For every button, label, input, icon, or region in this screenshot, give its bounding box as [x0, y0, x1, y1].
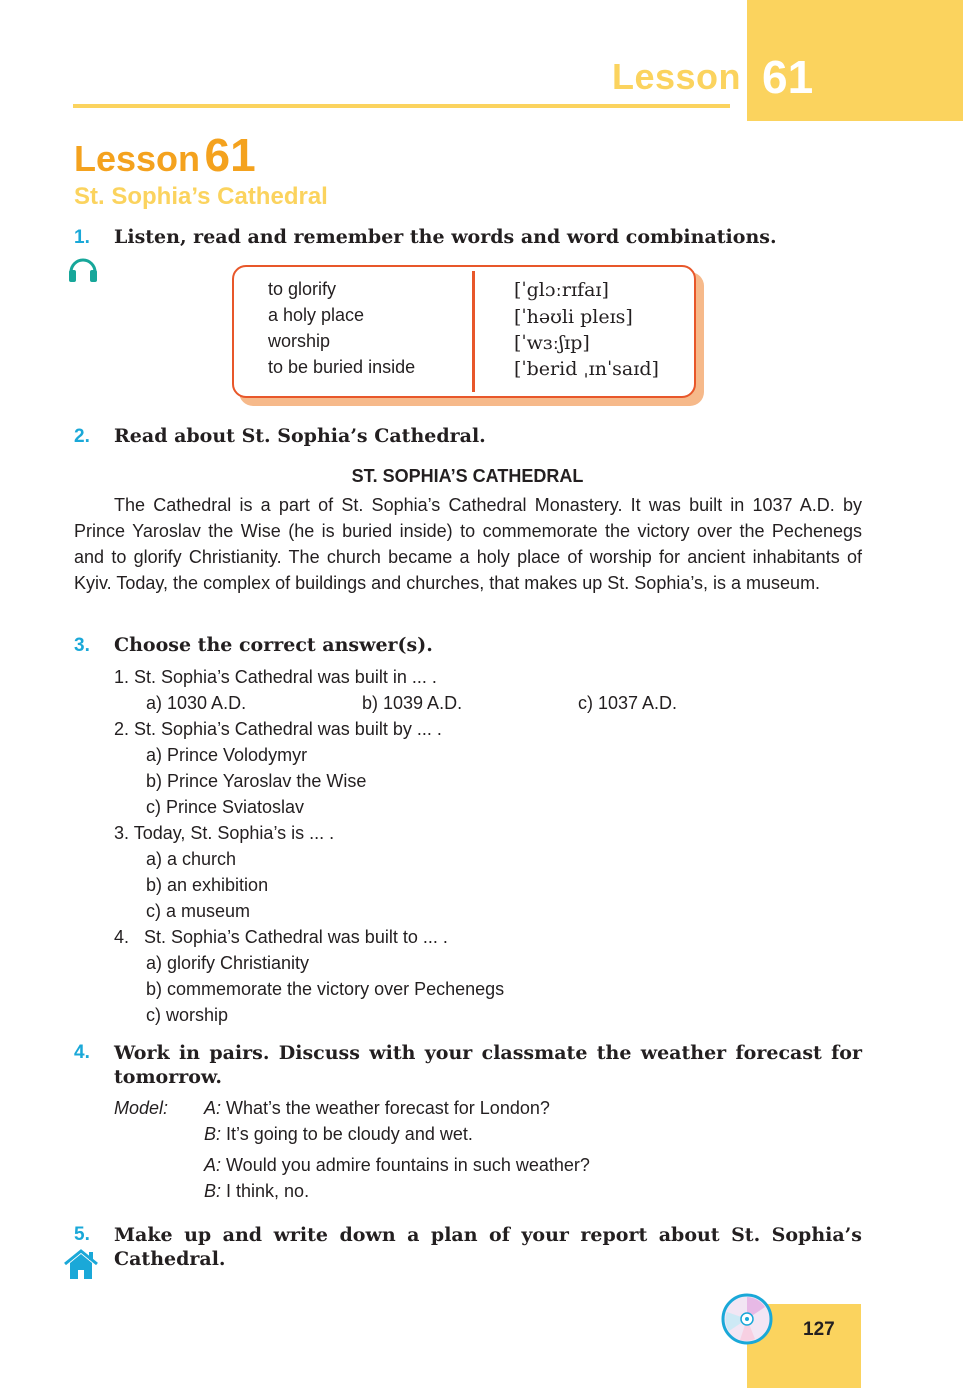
answer-option: b) Prince Yaroslav the Wise: [146, 771, 367, 791]
speaker-label: A:: [204, 1098, 222, 1118]
task2-number: 2.: [74, 426, 90, 447]
home-icon: [63, 1249, 99, 1286]
dialogue-text: It’s going to be cloudy and wet.: [221, 1124, 473, 1144]
dialogue-line: [204, 1155, 590, 1176]
question-3: 3. Today, St. Sophia’s is ... .: [114, 823, 335, 843]
question-1: 1. St. Sophia’s Cathedral was built in ... .: [114, 667, 437, 687]
vocab-transcription: [ˈhəʊli pleɪs]: [514, 306, 633, 328]
task4-instruction: Work in pairs. Discuss with your classmate the weather forecast for tomorrow.: [114, 1042, 862, 1088]
answer-option: c) 1037 A.D.: [578, 693, 678, 713]
vocab-transcription: [ˈberid ˌɪnˈsaɪd]: [514, 358, 659, 380]
reading-text-title: ST. SOPHIA’S CATHEDRAL: [351, 466, 584, 486]
lesson-title-word: Lesson: [74, 138, 201, 179]
dialogue-text: What’s the weather forecast for London?: [221, 1098, 550, 1118]
task1-instruction: Listen, read and remember the words and word combinations.: [114, 226, 777, 248]
header-lesson-number: 61: [762, 51, 814, 103]
lesson-title: [74, 128, 256, 182]
task1-number: 1.: [74, 227, 90, 248]
answer-option: b) an exhibition: [146, 875, 269, 895]
answer-option: a) Prince Volodymyr: [146, 745, 308, 765]
lesson-title-number: 61: [204, 129, 256, 181]
dialogue-line: [204, 1098, 550, 1119]
headphones-icon: [66, 252, 100, 291]
task3-number: 3.: [74, 635, 90, 656]
dialogue-text: Would you admire fountains in such weather?: [221, 1155, 590, 1175]
vocab-word: to be buried inside: [268, 357, 416, 377]
answer-option: b) 1039 A.D.: [362, 693, 463, 713]
answer-option: c) worship: [146, 1005, 229, 1025]
speaker-label: A:: [204, 1155, 222, 1175]
task4-number: 4.: [74, 1042, 90, 1063]
vocab-word: to glorify: [268, 279, 337, 299]
dialogue-line: [204, 1181, 309, 1202]
answer-option: c) a museum: [146, 901, 251, 921]
header-lesson-word: Lesson: [612, 56, 742, 97]
vocab-word: a holy place: [268, 305, 365, 325]
vocab-transcription: [ˈglɔːrɪfaɪ]: [514, 279, 609, 301]
answer-option: a) a church: [146, 849, 237, 869]
vocab-transcription: [ˈwɜːʃɪp]: [514, 332, 590, 354]
task5-number: 5.: [74, 1224, 90, 1245]
header-rule: [73, 104, 730, 108]
speaker-label: B:: [204, 1124, 222, 1144]
answer-option: a) 1030 A.D.: [146, 693, 247, 713]
question-2: 2. St. Sophia’s Cathedral was built by ... .: [114, 719, 442, 739]
vocab-word: worship: [268, 331, 331, 351]
question-4: 4. St. Sophia’s Cathedral was built to ... .: [114, 927, 448, 947]
reading-paragraph: The Cathedral is a part of St. Sophia’s Cathedral Monastery. It was built in 1037 A.D. by Prince Yaroslav the Wise (he is buried inside) to commemorate the victory over the Pechenegs and to glorify Christianity. The church became a holy place of worship for ancient inhabitants of Kyiv. Today, the complex of buildings and churches, that makes up St. Sophia’s, is a museum.: [74, 495, 862, 593]
task5-instruction: Make up and write down a plan of your report about St. Sophia’s Cathedral.: [114, 1224, 862, 1270]
model-label: Model:: [114, 1098, 169, 1118]
page-number: 127: [803, 1319, 835, 1340]
answer-option: a) glorify Christianity: [146, 953, 310, 973]
answer-option: c) Prince Sviatoslav: [146, 797, 305, 817]
task2-instruction: Read about St. Sophia’s Cathedral.: [114, 425, 486, 447]
reading-text: [74, 492, 862, 596]
task3-instruction: Choose the correct answer(s).: [114, 634, 433, 656]
cd-icon: [720, 1292, 774, 1351]
vocab-divider: [472, 271, 475, 392]
dialogue-line: [204, 1124, 473, 1145]
dialogue-text: I think, no.: [221, 1181, 310, 1201]
speaker-label: B:: [204, 1181, 222, 1201]
answer-option: b) commemorate the victory over Pechenegs: [146, 979, 505, 999]
lesson-subtitle: St. Sophia’s Cathedral: [74, 183, 328, 210]
